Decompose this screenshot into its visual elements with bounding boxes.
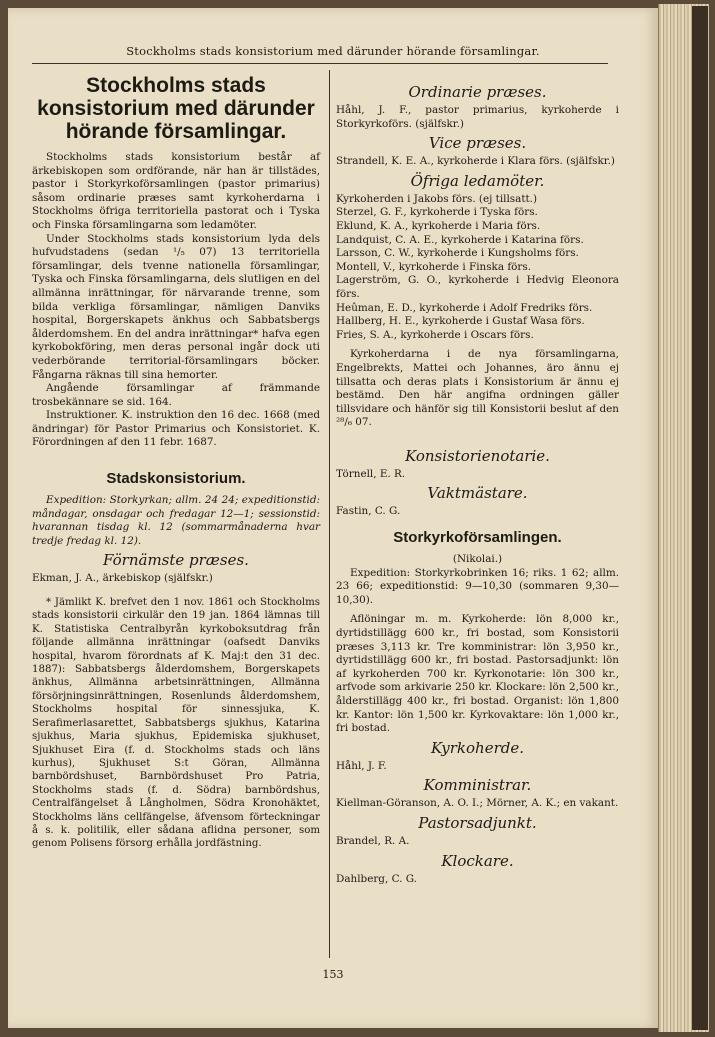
tornell-entry: Törnell, E. R. bbox=[336, 467, 406, 480]
header-rule bbox=[32, 63, 608, 64]
dahlberg-entry: Dahlberg, C. G. bbox=[336, 872, 417, 885]
expedition-info: Expedition: Storkyrkan; allm. 24 24; expeditionstid: måndagar, onsdagar och fredagar 12—1; sessionstid: hvarannan tisdag kl. 12 (sommarmånaderna hvar tredje fredag kl. 12). bbox=[32, 494, 320, 547]
paragraph-parishes: Under Stockholms stads konsistorium lyda dels hufvudstadens (sedan ¹/₅ 07) 13 territoriella församlingar, dels tvenne nationella församlingar, Tyska och Finska församlingarna, dels slutligen en del allmänna inrättningar, för närvarande trenne, som bilda verkliga församlingar, nämligen Danviks hospital, Borgerskapets änkhus och Sabbatsbergs ålderdomshem. En del andra inrättningar* hafva egen kyrkobokföring, men deras personal ingår dock uti vederbörande territorial-församlingars böcker. Fångarna räknas till sina hemorter. bbox=[32, 232, 320, 381]
member-entry: Kyrkoherden i Jakobs förs. (ej tillsatt.) bbox=[336, 192, 538, 205]
komministrar-heading: Komministrar. bbox=[423, 776, 532, 795]
main-title: Stockholms stads konsistorium med därunder hörande församlingar. bbox=[37, 74, 315, 143]
fornamste-praeses-heading: Förnämste præses. bbox=[103, 551, 249, 570]
kyrkoherde-heading: Kyrkoherde. bbox=[431, 738, 524, 757]
member-entry: Montell, V., kyrkoherde i Finska förs. bbox=[336, 260, 532, 273]
ofriga-ledamoter-heading: Öfriga ledamöter. bbox=[410, 171, 545, 190]
member-entry: Eklund, K. A., kyrkoherde i Maria förs. bbox=[336, 219, 541, 232]
member-entry: Sterzel, G. F., kyrkoherde i Tyska förs. bbox=[336, 206, 538, 219]
strandell-entry: Strandell, K. E. A., kyrkoherde i Klara förs. (själfskr.) bbox=[336, 155, 615, 168]
hahl-kyrkoherde-entry: Håhl, J. F. bbox=[336, 759, 387, 772]
klockare-heading: Klockare. bbox=[441, 851, 514, 870]
storkyrka-expedition: Expedition: Storkyrkobrinken 16; riks. 1 62; allm. 23 66; expeditionstid: 9—10,30 (sommaren 9,30—10,30). bbox=[336, 566, 619, 606]
member-entry: Heûman, E. D., kyrkoherde i Adolf Fredriks förs. bbox=[336, 301, 593, 314]
vice-praeses-heading: Vice præses. bbox=[428, 134, 527, 153]
konsistorienotarie-heading: Konsistorienotarie. bbox=[405, 446, 550, 465]
book-cover-edge bbox=[692, 6, 708, 1030]
kyrkoherdarna-paragraph: Kyrkoherdarna i de nya församlingarna, Engelbrekts, Mattei och Johannes, äro ännu ej tillsatta och deras plats i Konsistorium är ännu ej bestämd. Den här angifna ordningen gäller tillsvidare och hänför sig till Konsistorii beslut af den ²⁸/₆ 07. bbox=[336, 348, 619, 429]
afloningar-paragraph: Aflöningar m. m. Kyrkoherde: lön 8,000 kr., dyrtidstillägg 600 kr., fri bostad, som Konsistorii præses 3,113 kr. Tre komministrar: lön 3,950 kr., dyrtidstillägg 600 kr., fri bostad. Pastorsadjunkt: lön af kyrkoherden 700 kr. Kyrkonotarie: lön 300 kr., arfvode som arkivarie 250 kr. Klockare: lön 2,500 kr., ålderstillägg 400 kr., fri bostad. Organist: lön 1,800 kr. Kantor: lön 1,500 kr. Kyrkovaktare: lön 1,000 kr., fri bostad. bbox=[336, 613, 619, 735]
storkyrkoforsamlingen-heading: Storkyrkoförsamlingen. bbox=[393, 529, 562, 547]
hahl-primarius-entry: Håhl, J. F., pastor primarius, kyrkoherde i Storkyrkoförs. (själfskr.) bbox=[336, 104, 619, 130]
ekman-entry: Ekman, J. A., ärkebiskop (själfskr.) bbox=[32, 572, 213, 585]
column-divider bbox=[329, 70, 330, 958]
pastorsadjunkt-heading: Pastorsadjunkt. bbox=[418, 813, 537, 832]
brandel-entry: Brandel, R. A. bbox=[336, 834, 410, 847]
member-entry: Fries, S. A., kyrkoherde i Oscars förs. bbox=[336, 328, 534, 341]
paragraph-foreign-faiths: Angående församlingar af främmande trosbekännare se sid. 164. bbox=[32, 382, 320, 408]
right-column bbox=[336, 80, 619, 886]
footnote: * Jämlikt K. brefvet den 1 nov. 1861 och Stockholms stads konsistorii cirkulär den 19 jan. 1864 lämnas till K. Statistiska Centralbyrån kyrkoboksutdrag från följande allmänna inrättningar (oafsedt Danviks hospital, hvarom förordnats af K. Maj:t den 31 dec. 1887): Sabbatsbergs ålderdomshem, Borgerskapets änkhus, Allmänna arbetsinrättningen, Allmänna försörjningsinrättningen, Rosenlunds ålderdomshem, Stockholms hospital för sinnessjuka, K. Serafimerlasarettet, Sabbatsbergs sjukhus, Katarina sjukhus, Maria sjukhus, Epidemiska sjukhuset, Sjukhuset Eira (f. d. Stockholms stads och läns kurhus), Sjukhuset S:t Göran, Allmänna barnbördshuset, Barnbördshuset Pro Patria, Stockholms stads (f. d. Södra) barnbördshus, Centralfängelset å Långholmen, Södra Kronohäktet, Stockholms läns cellfängelse, äfvensom förteckningar å s. k. politilik, eller sådana aflidna personer, som genom Polisens försorg erhålla jordfästning. bbox=[32, 597, 320, 850]
stadskonsistorium-heading: Stadskonsistorium. bbox=[106, 470, 246, 488]
member-entry: Landquist, C. A. E., kyrkoherde i Katarina förs. bbox=[336, 233, 584, 246]
fastin-entry: Fastin, C. G. bbox=[336, 505, 401, 518]
left-column bbox=[32, 74, 320, 851]
member-entry: Hallberg, H. E., kyrkoherde i Gustaf Wasa förs. bbox=[336, 315, 585, 328]
komministrar-entry: Kiellman-Göranson, A. O. I.; Mörner, A. K.; en vakant. bbox=[336, 797, 619, 810]
paragraph-instructions: Instruktioner. K. instruktion den 16 dec. 1668 (med ändringar) för Pastor Primarius och Konsistoriet. K. Förordningen af den 11 febr. 1687. bbox=[32, 409, 320, 449]
page-number: 153 bbox=[322, 968, 344, 981]
member-entry: Larsson, C. W., kyrkoherde i Kungsholms förs. bbox=[336, 247, 579, 260]
vaktmastare-heading: Vaktmästare. bbox=[427, 484, 528, 503]
ordinarie-praeses-heading: Ordinarie præses. bbox=[408, 83, 547, 101]
member-entry: Lagerström, G. O., kyrkoherde i Hedvig Eleonora förs. bbox=[336, 274, 619, 300]
nikolai-subtitle: (Nikolai.) bbox=[452, 553, 503, 566]
paragraph-composition: Stockholms stads konsistorium består af ärkebiskopen som ordförande, när han är tillstädes, pastor i Storkyrkoförsamlingen (pastor primarius) såsom ordinarie præses samt kyrkoherdarna i Stockholms öfriga territoriella pastorat och i Tyska och Finska församlingarna som ledamöter. bbox=[32, 151, 320, 231]
book-page bbox=[8, 8, 658, 1028]
running-head: Stockholms stads konsistorium med därunder hörande församlingar. bbox=[126, 44, 540, 58]
